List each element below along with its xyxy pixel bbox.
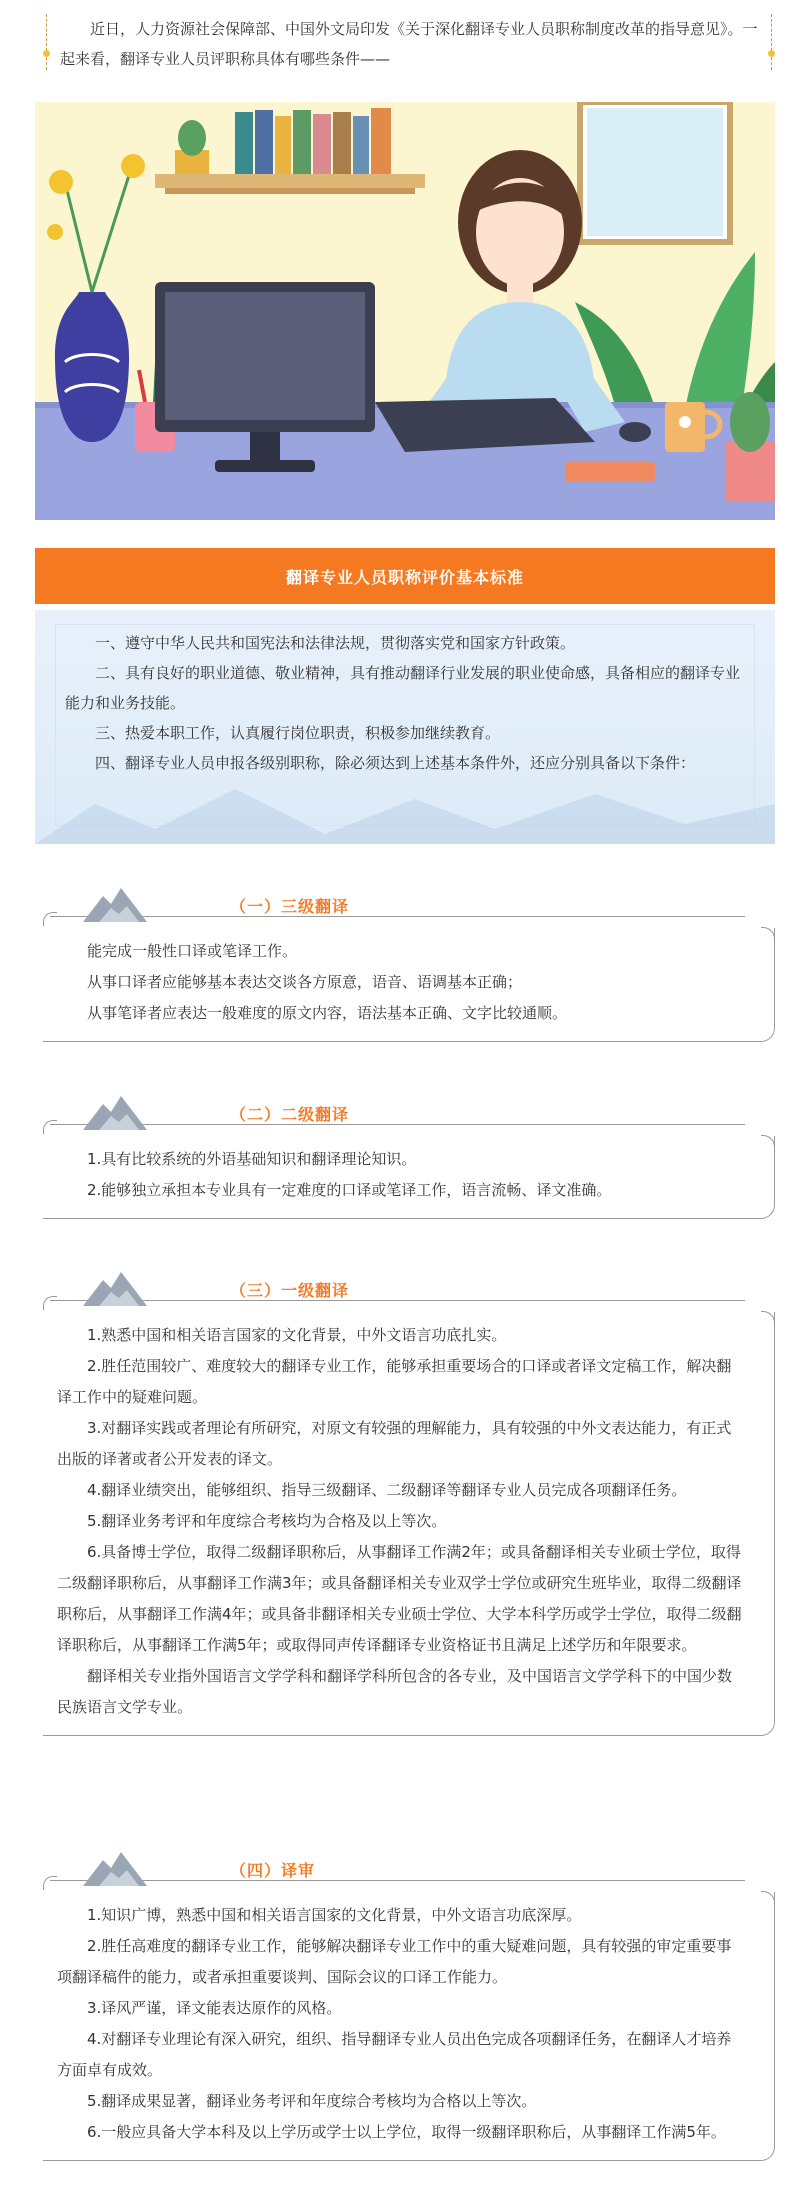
section-level3 (35, 882, 775, 1042)
section-item: 2.胜任高难度的翻译专业工作，能够解决翻译专业工作中的重大疑难问题，具有较强的审定重要事项翻译稿件的能力，或者承担重要谈判、国际会议的口译工作能力。 (57, 1937, 732, 1986)
section-senior-translator (35, 1846, 775, 2161)
basic-item: 二、具有良好的职业道德、敬业精神，具有推动翻译行业发展的职业使命感，具备相应的翻译专业能力和业务技能。 (65, 664, 741, 712)
basic-item: 四、翻译专业人员申报各级别职称，除必须达到上述基本条件外，还应分别具备以下条件： (95, 754, 696, 772)
mountain-icon (81, 1090, 151, 1132)
body-curl (761, 1891, 775, 1905)
header-line (50, 916, 745, 917)
basic-item: 一、遵守中华人民共和国宪法和法律法规，贯彻落实党和国家方针政策。 (95, 634, 576, 652)
section-title: （三）一级翻译 (230, 1281, 350, 1300)
header-curl (43, 1876, 57, 1890)
mountain-watermark-icon (35, 774, 775, 844)
section-header (35, 1090, 775, 1136)
header-line (50, 1880, 745, 1881)
section-level1 (35, 1266, 775, 1736)
section-item: 4.翻译业绩突出，能够组织、指导三级翻译、二级翻译等翻译专业人员完成各项翻译任务。 (87, 1481, 687, 1499)
intro-left-dot (43, 50, 50, 57)
intro-right-dot (768, 50, 775, 57)
standards-banner (35, 548, 775, 604)
section-item: 5.翻译成果显著，翻译业务考评和年度综合考核均为合格以上等次。 (87, 2092, 537, 2110)
intro-text: 近日，人力资源社会保障部、中国外文局印发《关于深化翻译专业人员职称制度改革的指导意见》。一起来看，翻译专业人员评职称具体有哪些条件—— (60, 20, 758, 68)
intro-right-line (771, 14, 772, 70)
section-level2 (35, 1090, 775, 1219)
body-curl (761, 1311, 775, 1325)
mountain-icon (81, 1266, 151, 1308)
section-title: （一）三级翻译 (230, 897, 350, 916)
section-item: 1.熟悉中国和相关语言国家的文化背景，中外文语言功底扎实。 (87, 1326, 507, 1344)
section-body (43, 1312, 775, 1736)
basic-item: 三、热爱本职工作，认真履行岗位职责，积极参加继续教育。 (95, 724, 501, 742)
section-item: 6.一般应具备大学本科及以上学历或学士以上学位，取得一级翻译职称后，从事翻译工作满5年。 (87, 2123, 726, 2141)
section-item: 1.具有比较系统的外语基础知识和翻译理论知识。 (87, 1150, 417, 1168)
section-item: 能完成一般性口译或笔译工作。 (87, 942, 298, 960)
section-item: 2.能够独立承担本专业具有一定难度的口译或笔译工作，语言流畅、译文准确。 (87, 1181, 612, 1199)
section-body (43, 928, 775, 1042)
section-item: 3.对翻译实践或者理论有所研究，对原文有较强的理解能力，具有较强的中外文表达能力，有正式出版的译著或者公开发表的译文。 (57, 1419, 732, 1468)
body-curl (761, 1135, 775, 1149)
mountain-icon (81, 882, 151, 924)
section-item: 3.译风严谨，译文能表达原作的风格。 (87, 1999, 342, 2017)
section-item: 1.知识广博，熟悉中国和相关语言国家的文化背景，中外文语言功底深厚。 (87, 1906, 582, 1924)
section-body (43, 1136, 775, 1219)
office-illustration (35, 102, 775, 520)
section-item: 从事口译者应能够基本表达交谈各方原意，语音、语调基本正确； (87, 973, 523, 991)
mountain-icon (81, 1846, 151, 1888)
section-item: 从事笔译者应表达一般难度的原文内容，语法基本正确、文字比较通顺。 (87, 1004, 568, 1022)
header-curl (43, 912, 57, 926)
banner-title: 翻译专业人员职称评价基本标准 (285, 567, 524, 587)
header-line (50, 1124, 745, 1125)
section-title: （二）二级翻译 (230, 1105, 350, 1124)
section-title: （四）译审 (230, 1861, 316, 1880)
section-item: 6.具备博士学位，取得二级翻译职称后，从事翻译工作满2年；或具备翻译相关专业硕士学位，取得二级翻译职称后，从事翻译工作满3年；或具备翻译相关专业双学士学位或研究生班毕业，取得二级翻译职称后，从事翻译工作满4年；或具备非翻译相关专业硕士学位、大学本科学历或学士学位，取得二级翻译职称后，从事翻译工作满5年；或取得同声传译翻译专业资格证书且满足上述学历和年限要求。 (57, 1543, 742, 1654)
intro-left-line (46, 14, 47, 70)
section-note: 翻译相关专业指外国语言文学学科和翻译学科所包含的各专业，及中国语言文学学科下的中国少数民族语言文学专业。 (57, 1667, 733, 1716)
section-header (35, 1266, 775, 1312)
intro-block (46, 10, 772, 72)
basic-conditions-box (35, 610, 775, 844)
section-item: 2.胜任范围较广、难度较大的翻译专业工作，能够承担重要场合的口译或者译文定稿工作，解决翻译工作中的疑难问题。 (57, 1357, 732, 1406)
section-header (35, 1846, 775, 1892)
section-item: 5.翻译业务考评和年度综合考核均为合格及以上等次。 (87, 1512, 447, 1530)
basic-conditions-list (65, 628, 745, 778)
header-curl (43, 1120, 57, 1134)
header-curl (43, 1296, 57, 1310)
section-body (43, 1892, 775, 2161)
section-header (35, 882, 775, 928)
body-curl (761, 927, 775, 941)
header-line (50, 1300, 745, 1301)
section-item: 4.对翻译专业理论有深入研究，组织、指导翻译专业人员出色完成各项翻译任务，在翻译人才培养方面卓有成效。 (57, 2030, 732, 2079)
